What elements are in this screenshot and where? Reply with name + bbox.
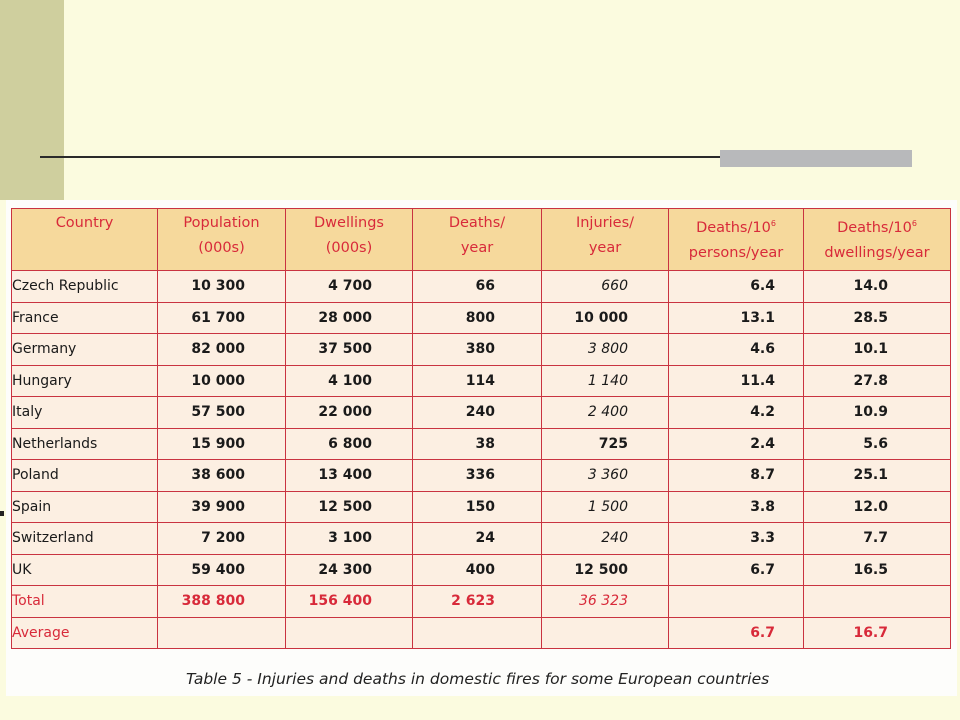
country-cell: Average — [12, 617, 158, 649]
fire-statistics-table-figure — [6, 200, 957, 696]
value-cell: 1 500 — [542, 491, 669, 523]
value-cell: 38 600 — [158, 460, 286, 492]
value-cell: 12 500 — [286, 491, 413, 523]
country-cell: UK — [12, 554, 158, 586]
header-country: Country — [12, 209, 158, 271]
value-cell: 27.8 — [804, 365, 951, 397]
value-cell — [669, 586, 804, 618]
value-cell: 240 — [413, 397, 542, 429]
value-cell: 4.2 — [669, 397, 804, 429]
average-row — [12, 617, 951, 649]
side-accent-bar — [0, 0, 64, 200]
value-cell: 39 900 — [158, 491, 286, 523]
value-cell: 15 900 — [158, 428, 286, 460]
value-cell: 4.6 — [669, 334, 804, 366]
value-cell: 1 140 — [542, 365, 669, 397]
value-cell: 6.4 — [669, 271, 804, 303]
table-row — [12, 271, 951, 303]
header-deaths-per-persons: Deaths/$10^6$ persons/year — [669, 209, 804, 271]
value-cell: 156 400 — [286, 586, 413, 618]
total-row — [12, 586, 951, 618]
value-cell: 61 700 — [158, 302, 286, 334]
header-dwellings: Dwellings (000s) — [286, 209, 413, 271]
value-cell: 16.7 — [804, 617, 951, 649]
value-cell: 14.0 — [804, 271, 951, 303]
value-cell: 6.7 — [669, 554, 804, 586]
value-cell: 10 000 — [158, 365, 286, 397]
country-cell: Italy — [12, 397, 158, 429]
value-cell: 3.8 — [669, 491, 804, 523]
table-caption: Table 5 - Injuries and deaths in domestic fires for some European countries — [186, 670, 770, 688]
table-row — [12, 460, 951, 492]
value-cell: 6 800 — [286, 428, 413, 460]
value-cell: 388 800 — [158, 586, 286, 618]
value-cell: 150 — [413, 491, 542, 523]
value-cell: 59 400 — [158, 554, 286, 586]
value-cell: 2.4 — [669, 428, 804, 460]
header-population: Population (000s) — [158, 209, 286, 271]
value-cell: 660 — [542, 271, 669, 303]
value-cell: 66 — [413, 271, 542, 303]
title-accent-bar — [720, 150, 912, 167]
country-cell: Switzerland — [12, 523, 158, 555]
country-cell: Poland — [12, 460, 158, 492]
value-cell: 240 — [542, 523, 669, 555]
country-cell: France — [12, 302, 158, 334]
value-cell: 10 300 — [158, 271, 286, 303]
value-cell: 7 200 — [158, 523, 286, 555]
value-cell: 7.7 — [804, 523, 951, 555]
value-cell: 11.4 — [669, 365, 804, 397]
header-deaths: Deaths/ year — [413, 209, 542, 271]
header-deaths-per-dwellings: Deaths/$10^6$ dwellings/year — [804, 209, 951, 271]
table-row — [12, 334, 951, 366]
table-row — [12, 302, 951, 334]
value-cell: 3 360 — [542, 460, 669, 492]
value-cell: 28.5 — [804, 302, 951, 334]
value-cell: 4 100 — [286, 365, 413, 397]
value-cell: 725 — [542, 428, 669, 460]
fire-statistics-table — [11, 208, 951, 649]
country-cell: Czech Republic — [12, 271, 158, 303]
value-cell: 114 — [413, 365, 542, 397]
value-cell: 22 000 — [286, 397, 413, 429]
value-cell: 6.7 — [669, 617, 804, 649]
value-cell: 4 700 — [286, 271, 413, 303]
value-cell: 3.3 — [669, 523, 804, 555]
country-cell: Hungary — [12, 365, 158, 397]
country-cell: Netherlands — [12, 428, 158, 460]
value-cell: 380 — [413, 334, 542, 366]
value-cell: 13 400 — [286, 460, 413, 492]
value-cell: 12.0 — [804, 491, 951, 523]
value-cell: 10 000 — [542, 302, 669, 334]
value-cell — [413, 617, 542, 649]
table-row — [12, 397, 951, 429]
value-cell: 2 623 — [413, 586, 542, 618]
country-cell: Spain — [12, 491, 158, 523]
country-cell: Total — [12, 586, 158, 618]
value-cell: 13.1 — [669, 302, 804, 334]
value-cell — [542, 617, 669, 649]
value-cell: 336 — [413, 460, 542, 492]
value-cell: 2 400 — [542, 397, 669, 429]
value-cell: 57 500 — [158, 397, 286, 429]
value-cell: 400 — [413, 554, 542, 586]
header-injuries: Injuries/ year — [542, 209, 669, 271]
table-row — [12, 365, 951, 397]
value-cell: 10.1 — [804, 334, 951, 366]
value-cell — [804, 586, 951, 618]
value-cell: 38 — [413, 428, 542, 460]
value-cell — [286, 617, 413, 649]
value-cell: 12 500 — [542, 554, 669, 586]
country-cell: Germany — [12, 334, 158, 366]
value-cell: 5.6 — [804, 428, 951, 460]
value-cell: 28 000 — [286, 302, 413, 334]
value-cell: 10.9 — [804, 397, 951, 429]
table-row — [12, 554, 951, 586]
table-row — [12, 491, 951, 523]
value-cell — [158, 617, 286, 649]
value-cell: 24 — [413, 523, 542, 555]
value-cell: 3 800 — [542, 334, 669, 366]
value-cell: 36 323 — [542, 586, 669, 618]
value-cell: 8.7 — [669, 460, 804, 492]
value-cell: 37 500 — [286, 334, 413, 366]
value-cell: 800 — [413, 302, 542, 334]
table-row — [12, 523, 951, 555]
slide-bullet-marker — [0, 511, 4, 516]
value-cell: 25.1 — [804, 460, 951, 492]
table-row — [12, 428, 951, 460]
value-cell: 82 000 — [158, 334, 286, 366]
value-cell: 24 300 — [286, 554, 413, 586]
value-cell: 16.5 — [804, 554, 951, 586]
table-header-row — [12, 209, 951, 271]
value-cell: 3 100 — [286, 523, 413, 555]
